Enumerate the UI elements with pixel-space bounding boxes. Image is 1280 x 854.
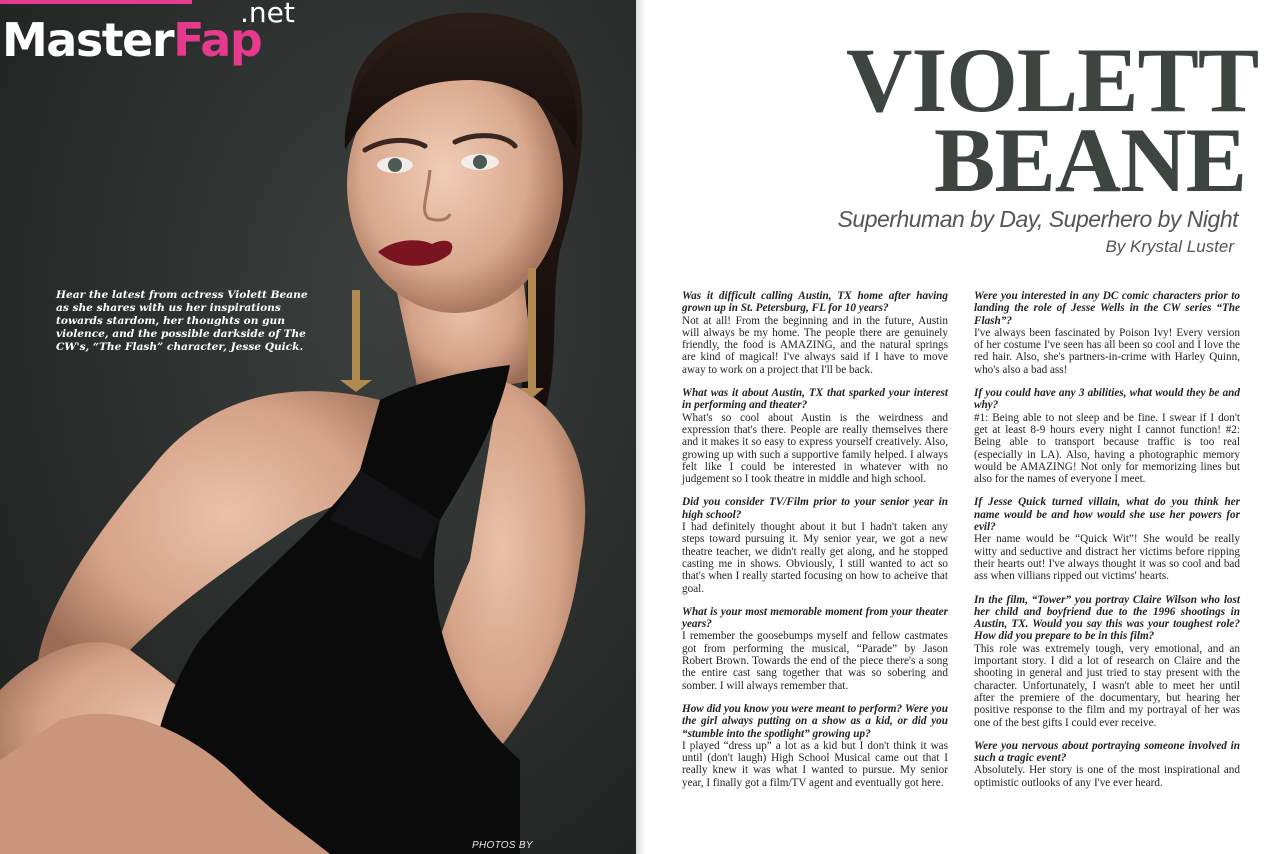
question: In the film, “Tower” you portray Claire Wilson who lost her child and boyfriend due to the 1996 shootings in Austin, TX. Would you say this was your toughest role? How did you prepare to be in this film? xyxy=(974,593,1240,643)
question: Did you consider TV/Film prior to your senior year in high school? xyxy=(682,496,948,521)
article-column-2 xyxy=(974,290,1240,800)
title-line-2: BEANE xyxy=(934,109,1246,211)
watermark-part1: Master xyxy=(2,13,174,67)
answer: This role was extremely tough, very emotional, and an important story. I did a lot of research on Claire and the shooting in general and just tried to stay present with the character. Unfortunately, I wasn't able to meet her until after the premiere of the documentary, but hearing her positive response to the film and my portrayal of her was one of the best gifts I could ever receive. xyxy=(974,642,1240,729)
question: What was it about Austin, TX that sparked your interest in performing and theater? xyxy=(682,387,948,412)
qa-block xyxy=(682,290,948,376)
watermark-accent-bar xyxy=(0,0,192,4)
title-line-1: VIOLETT xyxy=(846,29,1259,131)
answer: I remember the goosebumps myself and fellow castmates got from performing the musical, “Parade” by Jason Robert Brown. Towards the end of the piece there's a song the entire cast sang together that was so sobering and somber. I will always remember that. xyxy=(682,630,948,692)
answer: #1: Being able to not sleep and be fine. I swear if I don't get at least 8-9 hours every night I cannot function! #2: Being able to transport because traffic is too real (especially in LA). Also, having a photographic memory would be AMAZING! Not only for memorizing lines but also for the names of everyone I meet. xyxy=(974,411,1240,486)
qa-block xyxy=(974,290,1240,376)
watermark-suffix: .net xyxy=(240,0,295,29)
question: If Jesse Quick turned villain, what do you think her name would be and how would she use her powers for evil? xyxy=(974,496,1240,534)
qa-block xyxy=(682,703,948,789)
answer: What's so cool about Austin is the weirdness and expression that's there. People are really themselves there and it makes it so easy to express yourself creatively. Also, growing up with such a supportive family helped. I always felt like I could be interested in whatever with no judgement so I took theatre in middle and high school. xyxy=(682,411,948,486)
article-subtitle: Superhuman by Day, Superhero by Night xyxy=(837,206,1238,232)
answer: Her name would be “Quick Wit”! She would be really witty and seductive and distract her victims before ripping their hearts out! I've always thought it was so cool and bad ass when villians ripped out victims' hearts. xyxy=(974,533,1240,583)
qa-block xyxy=(682,387,948,485)
question: What is your most memorable moment from your theater years? xyxy=(682,605,948,631)
article-byline: By Krystal Luster xyxy=(1105,237,1234,256)
qa-block xyxy=(974,740,1240,789)
answer: I had definitely thought about it but I hadn't taken any steps toward pursuing it. My senior year, we got a new theatre teacher, we didn't really get along, and he stopped casting me in shows. Obviously, I still wanted to act so that's when I really started focusing on how to acheive that goal. xyxy=(682,521,948,595)
question: Were you nervous about portraying someone involved in such a tragic event? xyxy=(974,739,1240,765)
article-column-1 xyxy=(682,290,948,800)
answer: Absolutely. Her story is one of the most inspirational and optimistic outlooks of any I've ever heard. xyxy=(974,764,1240,789)
question: Were you interested in any DC comic characters prior to landing the role of Jesse Wells in the CW series “The Flash”? xyxy=(974,290,1240,327)
watermark-part2: Fap xyxy=(173,13,262,67)
answer: Not at all! From the beginning and in the future, Austin will always be my home. The people there are genuinely friendly, the food is AMAZING, and the natural springs are kind of magical! I've always said if I have to move away to work on a project that I'll be back. xyxy=(682,314,948,376)
qa-block xyxy=(974,496,1240,582)
question: How did you know you were meant to perform? Were you the girl always putting on a show as a kid, or did you “stumble into the spotlight” growing up? xyxy=(682,702,948,740)
qa-block xyxy=(682,496,948,594)
watermark-logo xyxy=(2,14,261,66)
qa-block xyxy=(682,606,948,692)
qa-block xyxy=(974,594,1240,729)
answer: I played “dress up” a lot as a kid but I don't think it was until (don't laugh) High School Musical came out that I really knew it was what I wanted to pursue. My senior year, I finally got a film/TV agent and eventually got here. xyxy=(682,739,948,789)
article-title xyxy=(846,29,1259,211)
question: If you could have any 3 abilities, what would they be and why? xyxy=(974,387,1240,412)
page-gutter xyxy=(636,0,646,854)
qa-block xyxy=(974,387,1240,485)
photo-credit: PHOTOS BY xyxy=(472,840,533,851)
answer: I've always been fascinated by Poison Ivy! Every version of her costume I've seen has all been so cool and I love the red hair. Also, she's partners-in-crime with Harley Quinn, who's also a bad ass! xyxy=(974,326,1240,376)
intro-blurb: Hear the latest from actress Violett Beane as she shares with us her inspirations towards stardom, her thoughts on gun violence, and the possible darkside of The CW's, “The Flash” character, Jesse Quick. xyxy=(56,289,308,353)
question: Was it difficult calling Austin, TX home after having grown up in St. Petersburg, FL for 10 years? xyxy=(682,290,948,315)
